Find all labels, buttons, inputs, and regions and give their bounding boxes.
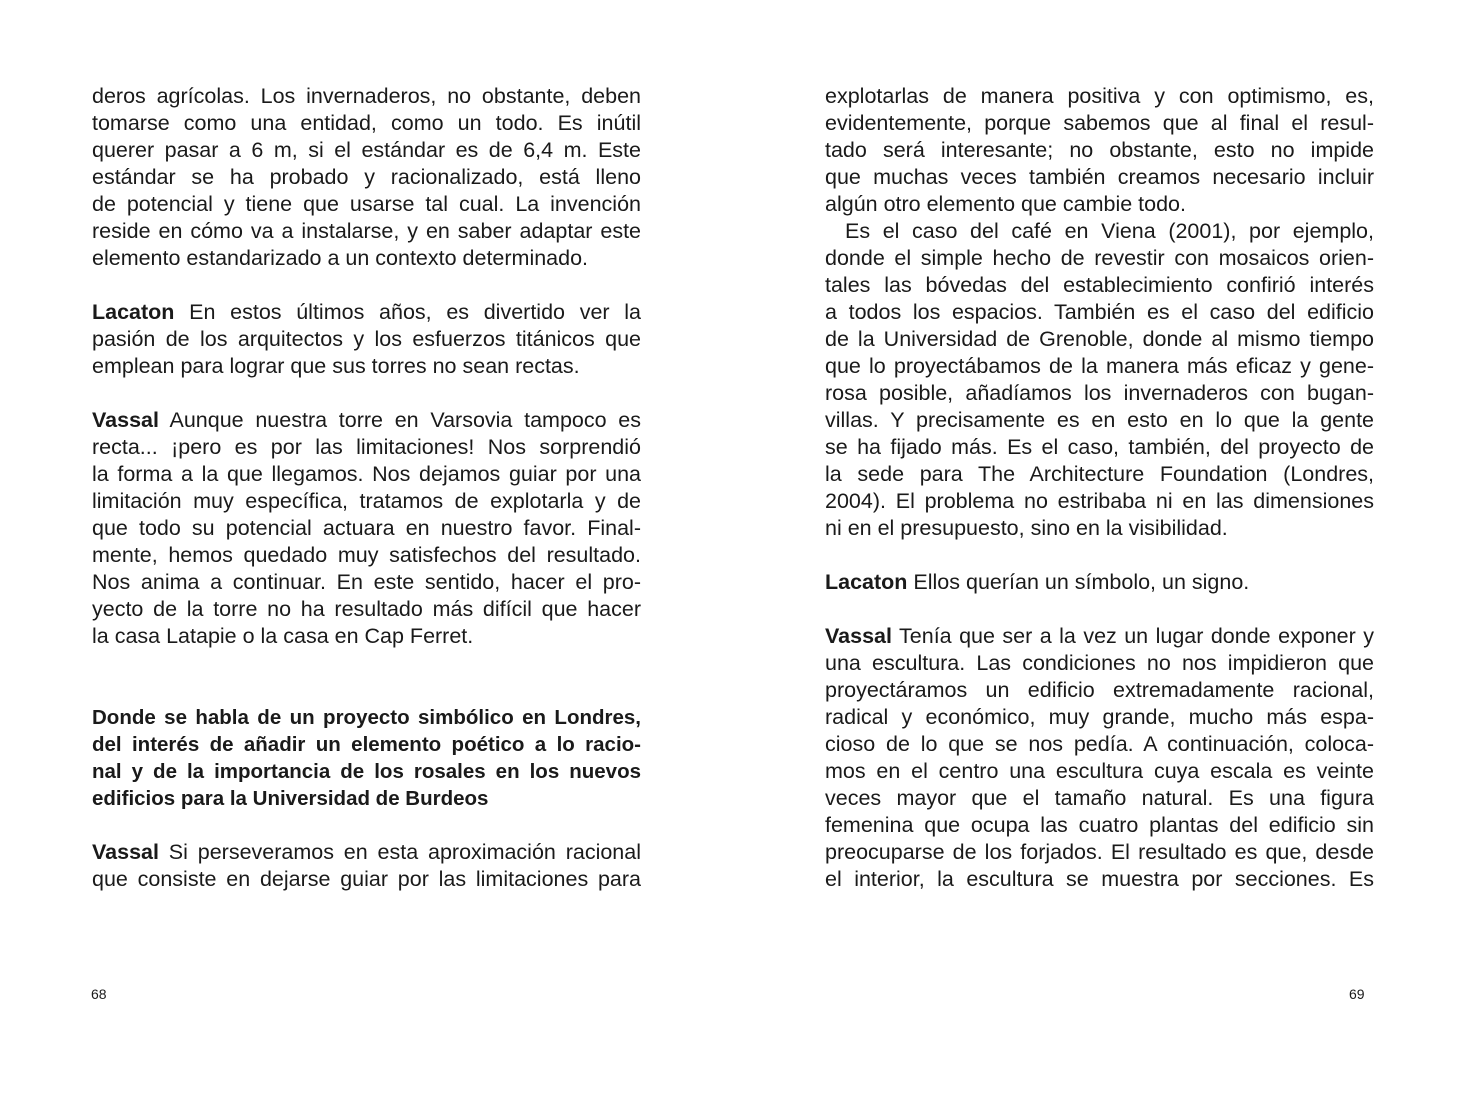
section-heading xyxy=(92,704,641,812)
heading-line: nal y de la importancia de los rosales en los nuevos xyxy=(92,760,641,783)
text-line: donde el simple hecho de revestir con mosaicos orien- xyxy=(825,246,1374,270)
paragraph xyxy=(825,218,1374,542)
text-line: de potencial y tiene que usarse tal cual. La invención xyxy=(92,192,641,216)
text-line: el interior, la escultura se muestra por secciones. Es xyxy=(825,867,1374,891)
speaker-name: Vassal xyxy=(92,840,159,864)
right-text-column xyxy=(825,83,1374,893)
heading-line: Donde se habla de un proyecto simbólico en Londres, xyxy=(92,706,641,729)
paragraph xyxy=(825,623,1374,893)
text-line: rosa posible, añadíamos los invernaderos con bugan- xyxy=(825,381,1374,405)
text-line: recta... ¡pero es por las limitaciones! Nos sorprendió xyxy=(92,435,641,459)
text-line: a todos los espacios. También es el caso del edificio xyxy=(825,300,1374,324)
text-line: que lo proyectábamos de la manera más eficaz y gene- xyxy=(825,354,1374,378)
left-page xyxy=(0,0,733,1100)
text-line: femenina que ocupa las cuatro plantas del edificio sin xyxy=(825,813,1374,837)
text-line: 2004). El problema no estribaba ni en las dimensiones xyxy=(825,489,1374,513)
paragraph xyxy=(825,83,1374,218)
heading-line: del interés de añadir un elemento poético a lo racio- xyxy=(92,733,641,756)
page-number: 68 xyxy=(91,986,107,1002)
speaker-name: Lacaton xyxy=(92,300,175,324)
text-line: que consiste en dejarse guiar por las limitaciones para xyxy=(92,867,641,891)
text-line: tales las bóvedas del establecimiento confirió interés xyxy=(825,273,1374,297)
text-line: villas. Y precisamente es en esto en lo que la gente xyxy=(825,408,1374,432)
text-line: que muchas veces también creamos necesario incluir xyxy=(825,165,1374,189)
paragraph xyxy=(825,569,1374,596)
text-line: reside en cómo va a instalarse, y en saber adaptar este xyxy=(92,219,641,243)
text-line: Lacaton En estos últimos años, es divertido ver la xyxy=(92,300,641,324)
text-line: Nos anima a continuar. En este sentido, hacer el pro- xyxy=(92,570,641,594)
paragraph xyxy=(92,407,641,650)
right-page xyxy=(733,0,1467,1100)
text-line: Vassal Tenía que ser a la vez un lugar donde exponer y xyxy=(825,624,1374,648)
left-text-column xyxy=(92,83,641,893)
text-line: deros agrícolas. Los invernaderos, no obstante, deben xyxy=(92,84,641,108)
text-line: Es el caso del café en Viena (2001), por ejemplo, xyxy=(845,219,1374,243)
speaker-name: Vassal xyxy=(825,624,892,648)
paragraph xyxy=(92,299,641,380)
text-line: de la Universidad de Grenoble, donde al mismo tiempo xyxy=(825,327,1374,351)
speaker-name: Vassal xyxy=(92,408,159,432)
text-line: que todo su potencial actuara en nuestro favor. Final- xyxy=(92,516,641,540)
text-line: yecto de la torre no ha resultado más difícil que hacer xyxy=(92,597,641,621)
text-line: pasión de los arquitectos y los esfuerzos titánicos que xyxy=(92,327,641,351)
paragraph xyxy=(92,83,641,272)
text-line: Lacaton Ellos querían un símbolo, un signo. xyxy=(825,570,1250,594)
text-line: cioso de lo que se nos pedía. A continuación, coloca- xyxy=(825,732,1374,756)
text-line: una escultura. Las condiciones no nos impidieron que xyxy=(825,651,1374,675)
heading-line: edificios para la Universidad de Burdeos xyxy=(92,787,489,810)
text-line: la sede para The Architecture Foundation (Londres, xyxy=(825,462,1374,486)
text-line: algún otro elemento que cambie todo. xyxy=(825,192,1186,216)
text-line: Vassal Si perseveramos en esta aproximación racional xyxy=(92,840,641,864)
text-line: mos en el centro una escultura cuya escala es veinte xyxy=(825,759,1374,783)
text-line: la forma a la que llegamos. Nos dejamos guiar por una xyxy=(92,462,641,486)
text-line: veces mayor que el tamaño natural. Es una figura xyxy=(825,786,1374,810)
text-line: radical y económico, muy grande, mucho más espa- xyxy=(825,705,1374,729)
text-line: proyectáramos un edificio extremadamente racional, xyxy=(825,678,1374,702)
text-line: Vassal Aunque nuestra torre en Varsovia tampoco es xyxy=(92,408,641,432)
text-line: estándar se ha probado y racionalizado, está lleno xyxy=(92,165,641,189)
text-line: querer pasar a 6 m, si el estándar es de 6,4 m. Este xyxy=(92,138,641,162)
text-line: ni en el presupuesto, sino en la visibilidad. xyxy=(825,516,1228,540)
text-line: tado será interesante; no obstante, esto no impide xyxy=(825,138,1374,162)
page-number: 69 xyxy=(1349,986,1365,1002)
paragraph xyxy=(92,839,641,893)
text-line: limitación muy específica, tratamos de explotarla y de xyxy=(92,489,641,513)
text-line: emplean para lograr que sus torres no sean rectas. xyxy=(92,354,580,378)
text-line: elemento estandarizado a un contexto determinado. xyxy=(92,246,589,270)
text-line: preocuparse de los forjados. El resultado es que, desde xyxy=(825,840,1374,864)
text-line: tomarse como una entidad, como un todo. Es inútil xyxy=(92,111,641,135)
text-line: mente, hemos quedado muy satisfechos del resultado. xyxy=(92,543,641,567)
text-line: evidentemente, porque sabemos que al final el resul- xyxy=(825,111,1374,135)
text-line: explotarlas de manera positiva y con optimismo, es, xyxy=(825,84,1374,108)
text-line: la casa Latapie o la casa en Cap Ferret. xyxy=(92,624,474,648)
speaker-name: Lacaton xyxy=(825,570,908,594)
text-line: se ha fijado más. Es el caso, también, del proyecto de xyxy=(825,435,1374,459)
